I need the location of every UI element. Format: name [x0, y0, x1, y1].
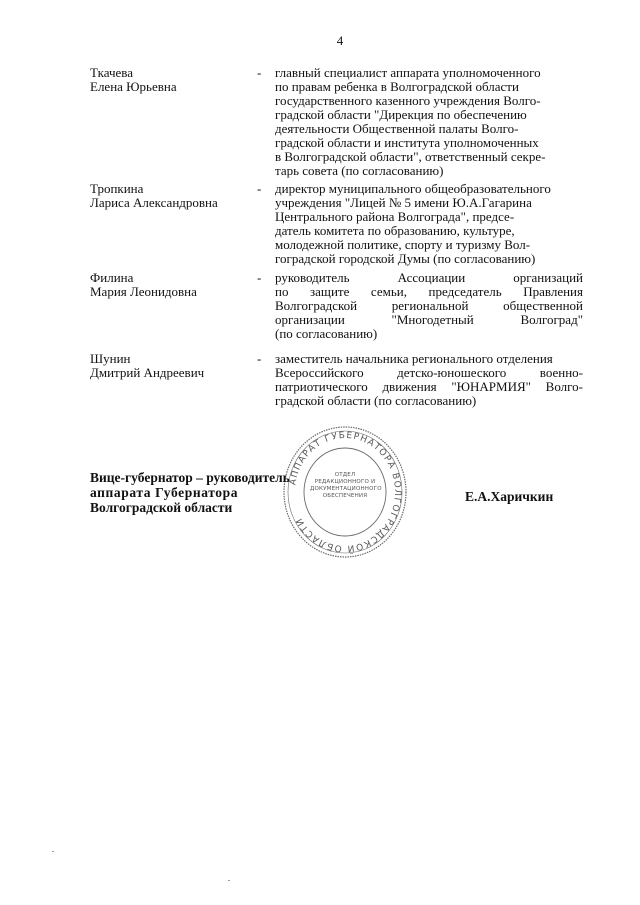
position-line: молодежной политике, спорту и туризму Вол- — [275, 237, 531, 252]
entry-dash: - — [257, 181, 262, 196]
seal-line: ОТДЕЛ — [334, 472, 356, 478]
member-surname: Ткачева — [90, 65, 134, 80]
position-line: по правам ребенка в Волгоградской области — [275, 79, 519, 94]
position-line: (по согласованию) — [275, 326, 378, 341]
member-surname: Шунин — [90, 351, 131, 366]
position-line: Всероссийского детско-юношеского военно- — [275, 365, 583, 380]
position-line: датель комитета по образованию, культуре, — [275, 223, 515, 238]
entry-dash: - — [257, 351, 262, 366]
member-position — [275, 271, 583, 341]
position-line: заместитель начальника регионального отделения — [275, 351, 553, 366]
member-position — [275, 66, 583, 178]
page-number: 4 — [336, 33, 344, 48]
member-given-names: Дмитрий Андреевич — [90, 365, 205, 380]
seal-line: ОБЕСПЕЧЕНИЯ — [322, 493, 368, 499]
member-surname: Филина — [90, 270, 134, 285]
member-surname: Тропкина — [90, 181, 144, 196]
member-name — [90, 182, 250, 210]
position-line: руководитель Ассоциации организаций — [275, 270, 583, 285]
member-name — [90, 352, 250, 380]
position-line: директор муниципального общеобразовательного — [275, 181, 551, 196]
position-line: патриотического движения "ЮНАРМИЯ" Волго- — [275, 379, 583, 394]
seal-line: ДОКУМЕНТАЦИОННОГО — [310, 486, 382, 492]
seal-line: РЕДАКЦИОННОГО И — [314, 479, 376, 485]
position-line: учреждения "Лицей № 5 имени Ю.А.Гагарина — [275, 195, 532, 210]
member-name — [90, 66, 250, 94]
position-line: главный специалист аппарата уполномоченного — [275, 65, 541, 80]
member-given-names: Лариса Александровна — [90, 195, 218, 210]
signatory-title-line: аппарата Губернатора — [90, 485, 239, 500]
member-position — [275, 182, 583, 266]
position-line: деятельности Общественной палаты Волго- — [275, 121, 519, 136]
position-line: организации "Многодетный Волгоград" — [275, 312, 583, 327]
position-line: градской области и института уполномоченных — [275, 135, 539, 150]
scan-speck — [52, 851, 54, 852]
position-line: гоградской городской Думы (по согласованию) — [275, 251, 536, 266]
position-line: государственного казенного учреждения Волго- — [275, 93, 541, 108]
position-line: градской области (по согласованию) — [275, 393, 477, 408]
seal-center-text — [310, 472, 380, 500]
signatory-title-line: Волгоградской области — [90, 500, 233, 515]
signatory-title-line: Вице-губернатор – руководитель — [90, 470, 290, 485]
member-given-names: Мария Леонидовна — [90, 284, 197, 299]
member-name — [90, 271, 250, 299]
entry-dash: - — [257, 65, 262, 80]
entry-dash: - — [257, 270, 262, 285]
position-line: Центрального района Волгограда", предсе- — [275, 209, 515, 224]
position-line: Волгоградской региональной общественной — [275, 298, 583, 313]
position-line: в Волгоградской области", ответственный секре- — [275, 149, 546, 164]
position-line: градской области "Дирекция по обеспечению — [275, 107, 527, 122]
position-line: тарь совета (по согласованию) — [275, 163, 444, 178]
position-line: по защите семьи, председатель Правления — [275, 284, 583, 299]
member-position — [275, 352, 583, 408]
member-given-names: Елена Юрьевна — [90, 79, 177, 94]
seal-ring-text: АППАРАТ ГУБЕРНАТОРА ВОЛГОГРАДСКОЙ ОБЛАСТИ — [288, 430, 403, 554]
signatory-title — [90, 470, 310, 515]
scan-speck — [228, 880, 230, 881]
signatory-name: Е.А.Харичкин — [465, 489, 554, 504]
